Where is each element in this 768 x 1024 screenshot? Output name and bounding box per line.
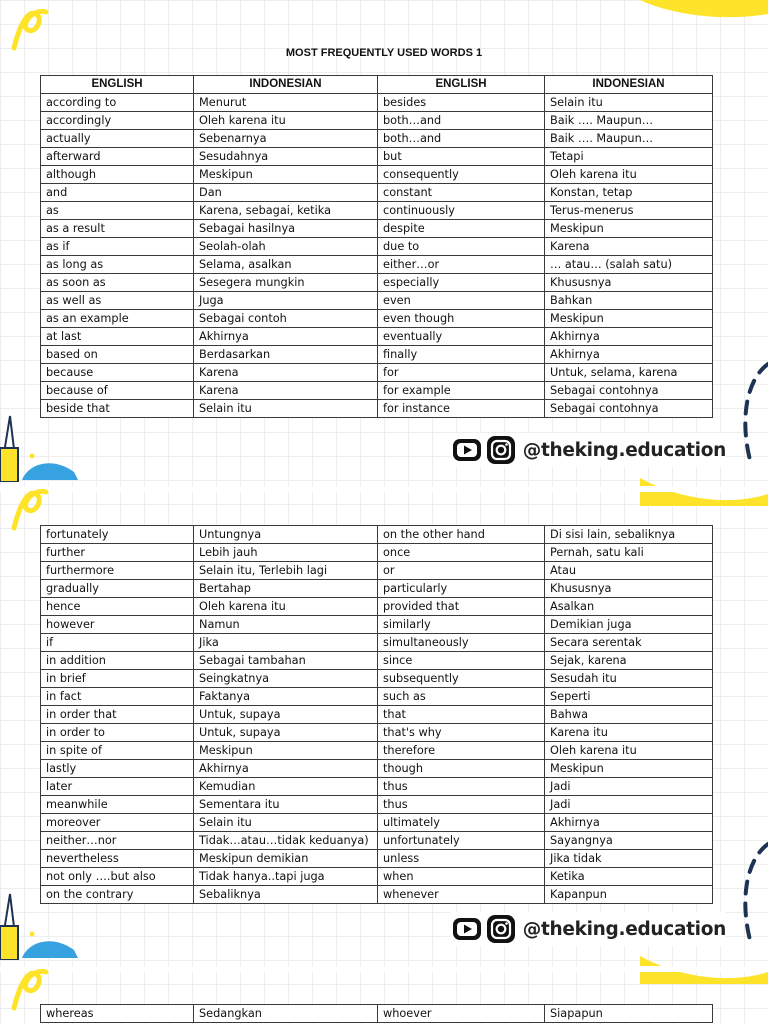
indonesian-translation-cell: Jadi [545,778,713,796]
table-row [41,868,713,886]
indonesian-translation-cell: Atau [545,562,713,580]
indonesian-translation-cell: Meskipun demikian [194,850,378,868]
yellow-blob-decoration [600,0,768,22]
indonesian-translation-cell: Sayangnya [545,832,713,850]
table-row [41,256,713,274]
english-term-cell: later [41,778,194,796]
english-term-cell: in fact [41,688,194,706]
english-term-cell: eventually [378,328,545,346]
indonesian-translation-cell: Untungnya [194,526,378,544]
indonesian-translation-cell: Meskipun [194,166,378,184]
table-row [41,598,713,616]
table-row [41,274,713,292]
indonesian-translation-cell: Selain itu [194,400,378,418]
english-term-cell: either…or [378,256,545,274]
indonesian-translation-cell: Selain itu [545,94,713,112]
indonesian-translation-cell: Sejak, karena [545,652,713,670]
column-header: ENGLISH [41,76,194,94]
indonesian-translation-cell: Sebagai contohnya [545,382,713,400]
table-row [41,94,713,112]
english-term-cell: hence [41,598,194,616]
english-term-cell: based on [41,346,194,364]
indonesian-translation-cell: Akhirnya [545,814,713,832]
indonesian-translation-cell: Juga [194,292,378,310]
english-term-cell: similarly [378,616,545,634]
english-term-cell: besides [378,94,545,112]
indonesian-translation-cell: Dan [194,184,378,202]
indonesian-translation-cell: Sebagai contoh [194,310,378,328]
indonesian-translation-cell: Sedangkan [194,1005,378,1023]
english-term-cell: that's why [378,724,545,742]
english-term-cell: afterward [41,148,194,166]
table-row [41,292,713,310]
indonesian-translation-cell: Oleh karena itu [194,112,378,130]
blue-wave-decoration [22,930,78,958]
indonesian-translation-cell: Khususnya [545,274,713,292]
english-term-cell: constant [378,184,545,202]
english-term-cell: subsequently [378,670,545,688]
indonesian-translation-cell: Tidak…atau…tidak keduanya) [194,832,378,850]
english-term-cell: or [378,562,545,580]
table-row [41,778,713,796]
indonesian-translation-cell: Oleh karena itu [545,166,713,184]
english-term-cell: both…and [378,112,545,130]
indonesian-translation-cell: Secara serentak [545,634,713,652]
english-term-cell: unfortunately [378,832,545,850]
indonesian-translation-cell: Bahkan [545,292,713,310]
indonesian-translation-cell: Khususnya [545,580,713,598]
english-term-cell: actually [41,130,194,148]
table-row [41,238,713,256]
indonesian-translation-cell: Kemudian [194,778,378,796]
english-term-cell: beside that [41,400,194,418]
english-term-cell: ultimately [378,814,545,832]
english-term-cell: at last [41,328,194,346]
navy-dashed-arc-decoration [738,840,768,960]
english-term-cell: such as [378,688,545,706]
indonesian-translation-cell: Selain itu, Terlebih lagi [194,562,378,580]
indonesian-translation-cell: Siapapun [545,1005,713,1023]
english-term-cell: as soon as [41,274,194,292]
english-term-cell: as a result [41,220,194,238]
english-term-cell: moreover [41,814,194,832]
english-term-cell: in order to [41,724,194,742]
english-term-cell: consequently [378,166,545,184]
indonesian-translation-cell: Baik …. Maupun… [545,112,713,130]
table-row [41,130,713,148]
english-term-cell: neither…nor [41,832,194,850]
indonesian-translation-cell: Kapanpun [545,886,713,904]
indonesian-translation-cell: Jika tidak [545,850,713,868]
english-term-cell: particularly [378,580,545,598]
indonesian-translation-cell: Karena itu [545,724,713,742]
indonesian-translation-cell: Seolah-olah [194,238,378,256]
english-term-cell: finally [378,346,545,364]
indonesian-translation-cell: Sesegera mungkin [194,274,378,292]
indonesian-translation-cell: Sebagai contohnya [545,400,713,418]
english-term-cell: in addition [41,652,194,670]
indonesian-translation-cell: Karena [545,238,713,256]
indonesian-translation-cell: Bahwa [545,706,713,724]
indonesian-translation-cell: Di sisi lain, sebaliknya [545,526,713,544]
indonesian-translation-cell: … atau… (salah satu) [545,256,713,274]
table-row [41,652,713,670]
english-term-cell: according to [41,94,194,112]
indonesian-translation-cell: Namun [194,616,378,634]
english-term-cell: simultaneously [378,634,545,652]
table-row [41,346,713,364]
youtube-icon [451,913,483,945]
indonesian-translation-cell: Ketika [545,868,713,886]
table-row [41,184,713,202]
english-term-cell: further [41,544,194,562]
indonesian-translation-cell: Jika [194,634,378,652]
table-row [41,634,713,652]
english-term-cell: but [378,148,545,166]
table-row [41,148,713,166]
indonesian-translation-cell: Seingkatnya [194,670,378,688]
english-term-cell: because of [41,382,194,400]
english-term-cell: due to [378,238,545,256]
indonesian-translation-cell: Meskipun [545,760,713,778]
table-row [41,886,713,904]
table-row [41,328,713,346]
english-term-cell: despite [378,220,545,238]
english-term-cell: on the other hand [378,526,545,544]
table-row [41,688,713,706]
english-term-cell: as long as [41,256,194,274]
indonesian-translation-cell: Jadi [545,796,713,814]
indonesian-translation-cell: Oleh karena itu [545,742,713,760]
english-term-cell: furthermore [41,562,194,580]
indonesian-translation-cell: Akhirnya [545,328,713,346]
table-row [41,562,713,580]
indonesian-translation-cell: Selain itu [194,814,378,832]
table-row [41,796,713,814]
table-row [41,850,713,868]
english-term-cell: continuously [378,202,545,220]
english-term-cell: although [41,166,194,184]
indonesian-translation-cell: Sementara itu [194,796,378,814]
english-term-cell: in spite of [41,742,194,760]
indonesian-translation-cell: Demikian juga [545,616,713,634]
table-row [41,670,713,688]
english-term-cell: for instance [378,400,545,418]
page-title: MOST FREQUENTLY USED WORDS 1 [285,47,483,59]
instagram-icon [485,913,517,945]
english-term-cell: once [378,544,545,562]
indonesian-translation-cell: Untuk, supaya [194,724,378,742]
english-term-cell: since [378,652,545,670]
indonesian-translation-cell: Konstan, tetap [545,184,713,202]
indonesian-translation-cell: Sebagai tambahan [194,652,378,670]
table-row [41,616,713,634]
indonesian-translation-cell: Sebagai hasilnya [194,220,378,238]
instagram-icon [485,434,517,466]
brand-handle [451,912,726,946]
table-row [41,112,713,130]
table-row [41,760,713,778]
indonesian-translation-cell: Karena [194,382,378,400]
english-term-cell: gradually [41,580,194,598]
english-term-cell: for example [378,382,545,400]
table-header-row [41,76,713,94]
table-row [41,706,713,724]
table-row [41,544,713,562]
english-term-cell: lastly [41,760,194,778]
table-row [41,220,713,238]
indonesian-translation-cell: Karena, sebagai, ketika [194,202,378,220]
indonesian-translation-cell: Lebih jauh [194,544,378,562]
indonesian-translation-cell: Tetapi [545,148,713,166]
english-term-cell: as well as [41,292,194,310]
indonesian-translation-cell: Asalkan [545,598,713,616]
indonesian-translation-cell: Sesudah itu [545,670,713,688]
table-row [41,364,713,382]
english-term-cell: even though [378,310,545,328]
english-term-cell: both…and [378,130,545,148]
english-term-cell: thus [378,796,545,814]
table-row [41,832,713,850]
english-term-cell: therefore [378,742,545,760]
youtube-icon [451,434,483,466]
table-row [41,382,713,400]
brand-handle [451,433,726,467]
english-term-cell: and [41,184,194,202]
english-term-cell: thus [378,778,545,796]
english-term-cell: especially [378,274,545,292]
column-header: INDONESIAN [545,76,713,94]
page-separator [0,486,768,492]
english-term-cell: because [41,364,194,382]
indonesian-translation-cell: Sebenarnya [194,130,378,148]
english-term-cell: provided that [378,598,545,616]
indonesian-translation-cell: Akhirnya [545,346,713,364]
english-term-cell: fortunately [41,526,194,544]
indonesian-translation-cell: Bertahap [194,580,378,598]
table-row [41,526,713,544]
english-term-cell: meanwhile [41,796,194,814]
english-term-cell: not only ….but also [41,868,194,886]
indonesian-translation-cell: Terus-menerus [545,202,713,220]
indonesian-translation-cell: Untuk, selama, karena [545,364,713,382]
table-row [41,724,713,742]
indonesian-translation-cell: Untuk, supaya [194,706,378,724]
table-row [41,580,713,598]
english-term-cell: whenever [378,886,545,904]
table-row [41,310,713,328]
brand-handle-text: @theking.education [522,918,726,940]
english-term-cell: whereas [41,1005,194,1023]
vocabulary-table [40,75,713,418]
indonesian-translation-cell: Meskipun [545,220,713,238]
english-term-cell: on the contrary [41,886,194,904]
english-term-cell: accordingly [41,112,194,130]
table-row [41,166,713,184]
indonesian-translation-cell: Akhirnya [194,760,378,778]
indonesian-translation-cell: Akhirnya [194,328,378,346]
vocabulary-table [40,525,713,904]
vocabulary-table [40,1004,713,1023]
brand-handle-text: @theking.education [522,439,726,461]
table-row [41,814,713,832]
english-term-cell: if [41,634,194,652]
english-term-cell: unless [378,850,545,868]
table-row [41,202,713,220]
english-term-cell: in order that [41,706,194,724]
english-term-cell: as [41,202,194,220]
blue-wave-decoration [22,452,78,480]
indonesian-translation-cell: Menurut [194,94,378,112]
english-term-cell: as if [41,238,194,256]
english-term-cell: in brief [41,670,194,688]
indonesian-translation-cell: Sesudahnya [194,148,378,166]
indonesian-translation-cell: Oleh karena itu [194,598,378,616]
english-term-cell: though [378,760,545,778]
navy-dashed-arc-decoration [738,360,768,480]
indonesian-translation-cell: Baik …. Maupun… [545,130,713,148]
english-term-cell: whoever [378,1005,545,1023]
table-row [41,1005,713,1023]
indonesian-translation-cell: Meskipun [194,742,378,760]
english-term-cell: even [378,292,545,310]
indonesian-translation-cell: Seperti [545,688,713,706]
indonesian-translation-cell: Faktanya [194,688,378,706]
indonesian-translation-cell: Meskipun [545,310,713,328]
column-header: ENGLISH [378,76,545,94]
column-header: INDONESIAN [194,76,378,94]
indonesian-translation-cell: Pernah, satu kali [545,544,713,562]
english-term-cell: however [41,616,194,634]
indonesian-translation-cell: Berdasarkan [194,346,378,364]
table-row [41,742,713,760]
english-term-cell: as an example [41,310,194,328]
english-term-cell: nevertheless [41,850,194,868]
english-term-cell: for [378,364,545,382]
indonesian-translation-cell: Tidak hanya..tapi juga [194,868,378,886]
english-term-cell: that [378,706,545,724]
table-row [41,400,713,418]
page-separator [0,966,768,972]
english-term-cell: when [378,868,545,886]
indonesian-translation-cell: Karena [194,364,378,382]
indonesian-translation-cell: Sebaliknya [194,886,378,904]
indonesian-translation-cell: Selama, asalkan [194,256,378,274]
